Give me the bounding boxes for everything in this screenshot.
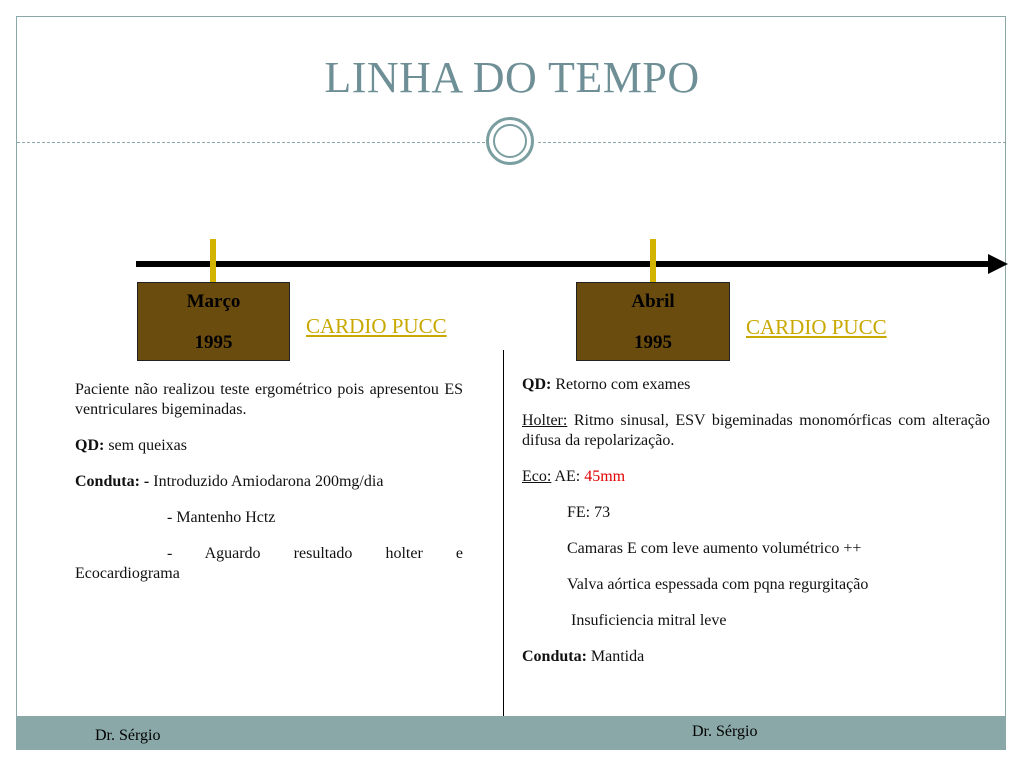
timeline-marker-abril [650,239,656,283]
qd-line [75,436,463,456]
right-notes [522,375,990,683]
circle-ornament-icon [486,117,534,165]
holter-value: Ritmo sinusal, ESV bigeminadas monomórficas com alteração difusa da repolarização. [522,412,990,449]
camaras-line: Camaras E com leve aumento volumétrico ++ [567,540,862,557]
title-divider-left [17,142,485,143]
qd-line [522,375,990,395]
qd-value: sem queixas [104,437,187,454]
timeline-line [136,261,992,267]
left-notes [75,380,463,584]
eco-ae: AE: [551,468,585,485]
column-separator [503,350,504,736]
qd-label: QD: [75,437,105,454]
qd-value: Retorno com exames [551,376,691,393]
date-month: Abril [631,291,675,312]
date-year: 1995 [194,332,233,353]
item-holter [75,544,463,584]
timeline-marker-marco [210,239,216,283]
item-holter-line1: - Aguardo resultado holter e [167,545,463,562]
title-divider-right [538,142,1006,143]
arrow-right-icon [988,254,1008,274]
date-box-marco [137,282,290,361]
eco-line [522,467,990,487]
conduta-label: Conduta: - [75,473,150,490]
cardio-pucc-link-1[interactable]: CARDIO PUCC [306,314,447,338]
intro-text: Paciente não realizou teste ergométrico pois apresentou ES ventriculares bigeminadas. [75,381,463,418]
footer-author-left: Dr. Sérgio [95,727,161,744]
conduta-label: Conduta: [522,648,587,665]
holter-line [522,411,990,451]
fe-line: FE: 73 [567,504,611,521]
item-holter-line2: Ecocardiograma [75,565,180,582]
insuf-line: Insuficiencia mitral leve [571,612,727,629]
cardio-pucc-link-2[interactable]: CARDIO PUCC [746,315,887,339]
eco-ae-value: 45mm [584,468,626,485]
qd-label: QD: [522,376,552,393]
date-year: 1995 [634,332,672,353]
date-month: Março [186,291,241,312]
eco-label: Eco: [522,468,552,485]
item-hctz: - Mantenho Hctz [167,509,276,526]
valva-line: Valva aórtica espessada com pqna regurgitação [567,576,869,593]
holter-label: Holter: [522,412,568,429]
conduta-value: Introduzido Amiodarona 200mg/dia [149,473,384,490]
conduta-line [522,647,990,667]
date-box-abril [576,282,730,361]
slide-title: LINHA DO TEMPO [324,53,700,102]
footer-author-right: Dr. Sérgio [692,723,758,740]
conduta-value: Mantida [586,648,645,665]
conduta-line [75,472,463,492]
footer-bar [17,716,1006,750]
